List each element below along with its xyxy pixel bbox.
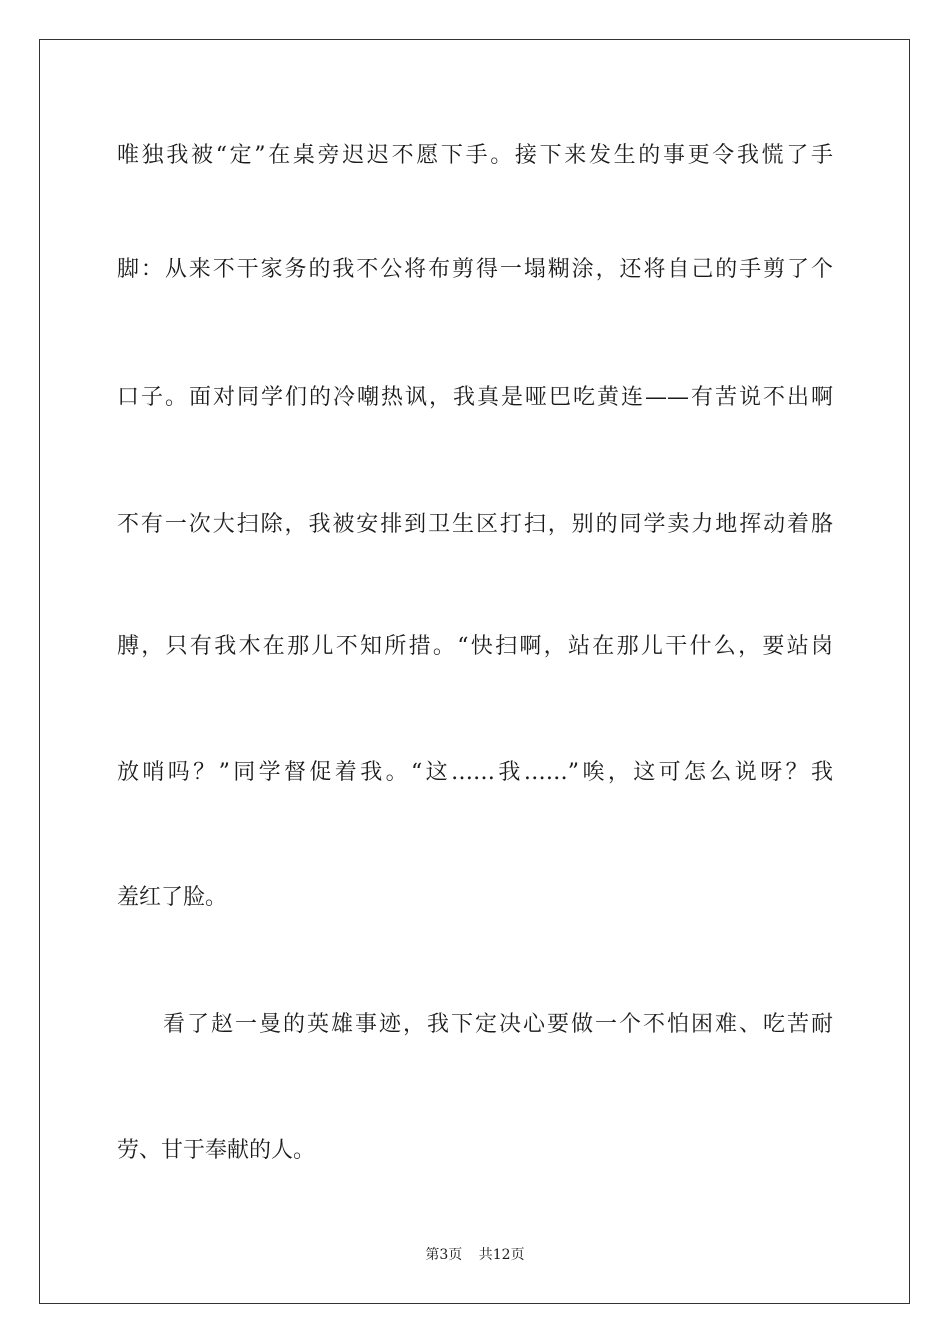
page-border	[39, 39, 910, 1304]
body-text-line: 唯独我被“定”在桌旁迟迟不愿下手。接下来发生的事更令我慌了手	[117, 143, 833, 168]
page-footer	[0, 1246, 950, 1264]
page-number: 第3页	[425, 1247, 463, 1263]
body-text-line: 膊，只有我木在那儿不知所措。“快扫啊，站在那儿干什么，要站岗	[117, 634, 833, 659]
body-text-line: 脚：从来不干家务的我不公将布剪得一塌糊涂，还将自己的手剪了个	[117, 257, 833, 282]
body-text-line: 劳、甘于奉献的人。	[117, 1138, 316, 1163]
body-text-line: 放哨吗？”同学督促着我。“这……我……”唉，这可怎么说呀？我	[117, 760, 833, 785]
body-text-line: 不有一次大扫除，我被安排到卫生区打扫，别的同学卖力地挥动着胳	[117, 512, 833, 537]
total-pages: 共12页	[478, 1247, 525, 1263]
body-text-line: 看了赵一曼的英雄事迹，我下定决心要做一个不怕困难、吃苦耐	[163, 1012, 833, 1037]
body-text-line: 口子。面对同学们的冷嘲热讽，我真是哑巴吃黄连——有苦说不出啊	[117, 385, 833, 410]
body-text-line: 羞红了脸。	[117, 885, 228, 910]
